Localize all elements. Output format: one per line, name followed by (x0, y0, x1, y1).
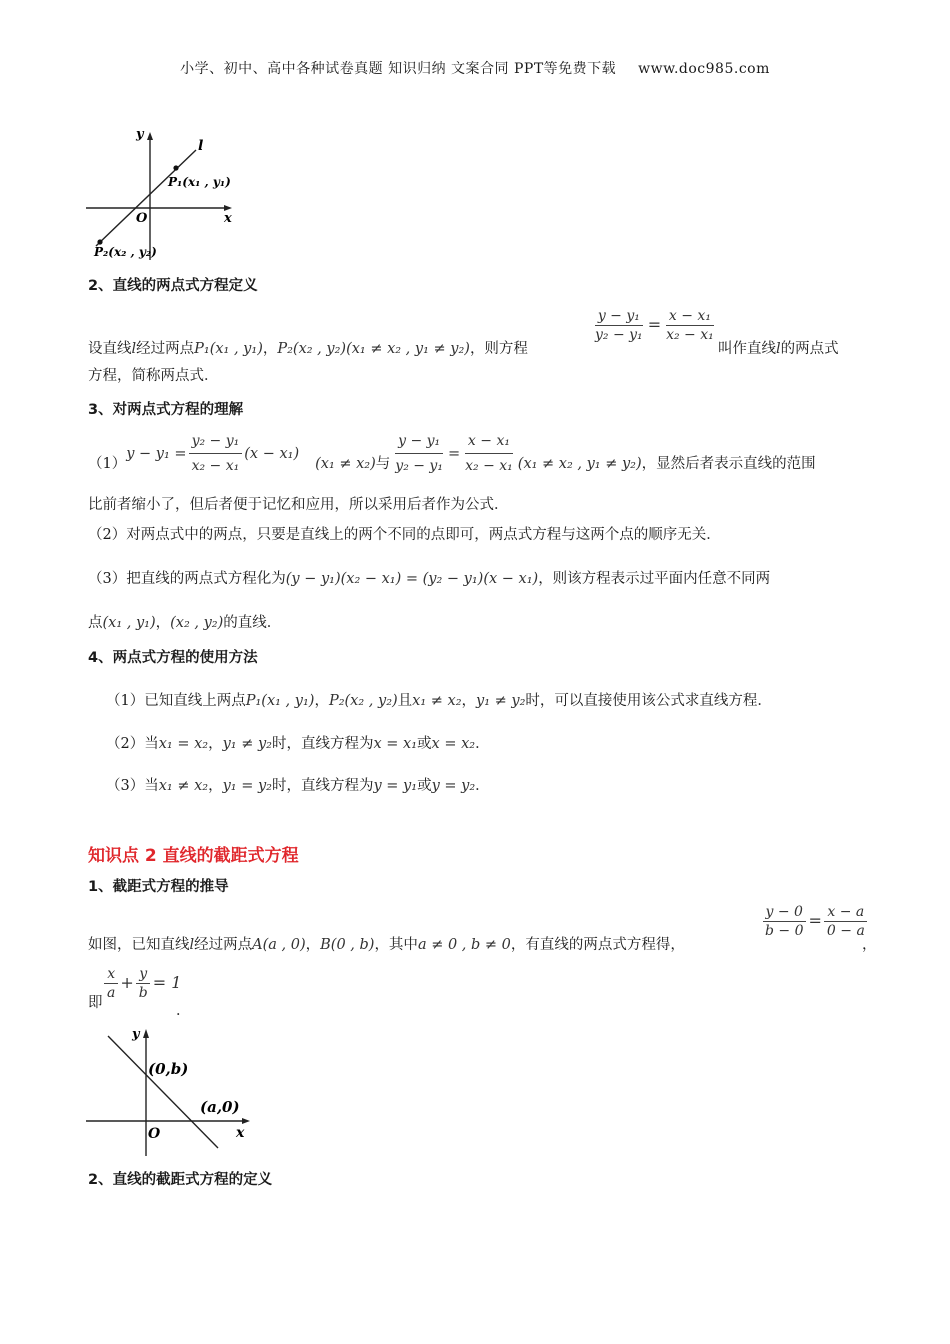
line-l (108, 1036, 218, 1148)
p2-label: P₂(x₂ , y₂) (94, 245, 157, 259)
s2-line1: 设直线l经过两点P₁(x₁ , y₁)，P₂(x₂ , y₂)(x₁ ≠ x₂ , y₁ ≠ y₂)，则方程 (88, 341, 528, 357)
page-header (0, 58, 950, 78)
k2-s1-title: 1、截距式方程的推导 (88, 879, 229, 895)
k2-title: 知识点 2 直线的截距式方程 (88, 846, 299, 866)
s4-title: 4、两点式方程的使用方法 (88, 650, 258, 666)
y-axis-arrow (147, 132, 153, 140)
origin-label: O (136, 211, 148, 226)
k2-comma: ， (862, 937, 877, 953)
header-text: 小学、初中、高中各种试卷真题 知识归纳 文案合同 PPT等免费下载 (180, 61, 617, 77)
s4-p1: （1）已知直线上两点P₁(x₁ , y₁)，P₂(x₂ , y₂)且x₁ ≠ x₂，y₁ ≠ y₂时，可以直接使用该公式求直线方程． (106, 693, 772, 709)
k2-ji: 即 (88, 995, 103, 1011)
p1-label: P₁(x₁ , y₁) (168, 175, 231, 189)
origin-label: O (148, 1126, 161, 1142)
k2-s2-title: 2、直线的截距式方程的定义 (88, 1172, 273, 1188)
s2-line2: 方程，简称两点式． (88, 368, 219, 384)
s2-line1-tail: 叫作直线l的两点式 (718, 341, 839, 357)
k2-line1: 如图，已知直线l经过两点A(a , 0)，B(0 , b)，其中a ≠ 0 , b ≠ 0，有直线的两点式方程得， (88, 937, 685, 953)
s2-title: 2、直线的两点式方程定义 (88, 278, 258, 294)
a-intercept-label: (a,0) (200, 1098, 240, 1116)
s2-p2: P₂(x₂ , y₂)(x₁ ≠ x₂ , y₁ ≠ y₂) (277, 341, 470, 357)
s4-p3: （3）当x₁ ≠ x₂，y₁ = y₂时，直线方程为y = y₁或y = y₂． (106, 778, 490, 794)
x-label: x (224, 211, 232, 226)
s3-p3-line2: 点(x₁ , y₁)，(x₂ , y₂)的直线． (88, 615, 282, 631)
x-axis-arrow (242, 1118, 250, 1124)
point-p1 (173, 165, 178, 170)
y-label: y (132, 1027, 140, 1042)
s3-title: 3、对两点式方程的理解 (88, 402, 244, 418)
point-p2 (97, 239, 102, 244)
two-point-line-figure (84, 124, 244, 264)
s2-formula: $\frac{\text{y − y₁}}{\text{y₂ − y₁}}$ = $\frac{\text{x − x₁}}{\text{x₂ − x₁}}$ (595, 308, 714, 343)
header-site: www.doc985.com (638, 61, 770, 77)
y-axis-arrow (143, 1029, 149, 1038)
s3-p1-line2: 比前者缩小了，但后者便于记忆和应用，所以采用后者作为公式． (88, 497, 509, 513)
intercept-line-figure (84, 1020, 260, 1160)
s4-p2: （2）当x₁ = x₂，y₁ ≠ y₂时，直线方程为x = x₁或x = x₂． (106, 736, 490, 752)
k2-formula2: $\frac{x}{a}$ + $\frac{y}{b}$ = 1 (102, 966, 181, 1001)
s3-p2: （2）对两点式中的两点，只要是直线上的两个不同的点即可，两点式方程与这两个点的顺序无关． (88, 527, 721, 543)
b-intercept-label: (0,b) (148, 1060, 189, 1078)
y-label: y (136, 127, 144, 142)
s3-p3-line1: （3）把直线的两点式方程化为(y − y₁)(x₂ − x₁) = (y₂ − y₁)(x − x₁)，则该方程表示过平面内任意不同两 (88, 571, 771, 587)
x-label: x (236, 1125, 245, 1141)
k2-period: ． (176, 1003, 191, 1019)
s3-p1-line1: （1） y − y₁ = $\frac{\text{y₂ − y₁}}{\text{x₂ − x₁}}$ (x − x₁) (x₁ ≠ x₂) 与 $\frac{\text{y − y₁}}{\text{y₂ − y₁}}$ = $\frac{\text{x − x₁}}{\text{x₂ − x₁}}$ (x₁ ≠ x₂ , y₁ ≠ y₂) ，显然后者表示直线的范围 (88, 430, 816, 477)
line-l (96, 150, 196, 246)
k2-formula1: $\frac{y - 0}{b - 0}$ = $\frac{x - a}{0 - a}$ (760, 904, 870, 939)
s2-p1: P₁(x₁ , y₁) (194, 341, 263, 357)
line-label: l (198, 138, 204, 154)
